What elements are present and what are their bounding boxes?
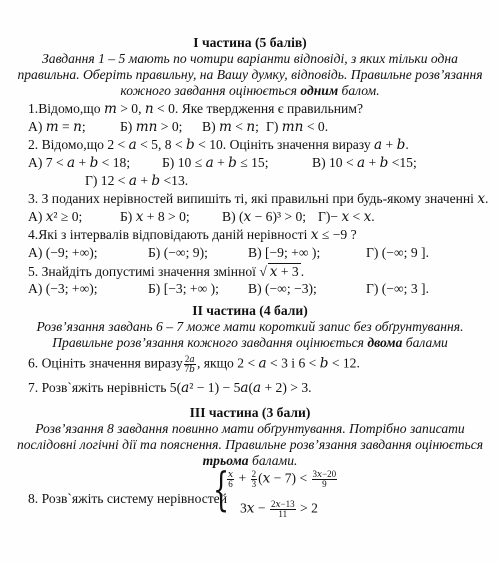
part1-instructions-line2: правильна. Оберіть правильну, на Вашу думку, відповідь. Правильне розв’язання [17,67,483,82]
q5-option-d: Г) (−∞; 3 ]. [366,281,429,296]
q4-option-b: Б) (−∞; 9); [148,245,208,260]
part2-instructions-line1: Розв’язання завдань 6 – 7 може мати короткий запис без обґрунтування. [36,319,464,334]
part1-title: I частина (5 балів) [193,35,307,50]
part2-title: II частина (4 бали) [192,303,308,318]
system-inequality-1: $\frac{\text{𝑥}}{6}$ + $\frac{2}{3}$ (𝑥 − 7) < $\frac{\text{3𝑥−20}}{9}$ [228,469,337,489]
part3-instructions-line2: послідовні логічні дії та пояснення. Правильне розв’язання завдання оцінюється [16,437,484,452]
part3-instructions-line3: трьома балами. [202,453,298,468]
question-2: 2. Відомо,що 2 < 𝑎 < 5, 8 < 𝑏 < 10. Оцініть значення виразу 𝑎 + 𝑏. [28,137,409,152]
question-4: 4.Які з інтервалів відповідають даній нерівності 𝑥 ≤ −9 ? [28,227,357,242]
part1-instructions-line1: Завдання 1 – 5 мають по чотири варіанти відповіді, з яких тільки одна [42,51,458,66]
q4-option-a: А) (−9; +∞); [28,245,98,260]
question-6: 6. Оцініть значення виразу $\frac{\text{2𝑎}}{\text{7𝑏}}$ , якщо 2 < 𝑎 < 3 і 6 < 𝑏 < 12. [28,354,360,374]
q5-option-c: В) (−∞; −3); [248,281,317,296]
q3-option-a: А) 𝑥² ≥ 0; [28,209,83,224]
q5-radicand: 𝑥 + 3 [269,264,299,279]
question-7: 7. Розв`яжіть нерівність 5(𝑎² − 1) − 5𝑎(𝑎 + 2) > 3. [28,380,312,395]
q3-option-b: Б) 𝑥 + 8 > 0; [120,209,190,224]
q1-option-c: В) 𝑚 < 𝑛; [202,119,259,134]
q3-option-c: В) (𝑥 − 6)³ > 0; [222,209,307,224]
part1-instructions-line3: кожного завдання оцінюється одним балом. [120,83,380,98]
q2-option-b: Б) 10 ≤ 𝑎 + 𝑏 ≤ 15; [162,155,269,170]
part3-instructions-line1: Розв’язання 8 завдання повинно мати обґрунтування. Потрібно записати [35,421,465,436]
question-8: 8. Розв`яжіть систему нерівностей [28,491,227,506]
q2-option-d: Г) 12 < 𝑎 + 𝑏 <13. [85,173,189,188]
q3-option-d: Г)− 𝑥 < 𝑥. [318,209,375,224]
system-brace: { [213,462,230,516]
q5-option-a: А) (−3; +∞); [28,281,98,296]
part2-instructions-line2: Правильне розв’язання кожного завдання оцінюється двома балами [52,335,448,350]
q2-option-a: А) 7 < 𝑎 + 𝑏 < 18; [28,155,131,170]
question-5: 5. Знайдіть допустимі значення змінної √ 𝑥 + 3 . [28,264,305,279]
q6-fraction: $\frac{\text{2𝑎}}{\text{7𝑏}}$ [184,354,195,374]
question-1: 1.Відомо,що 𝑚 > 0, 𝑛 < 0. Яке твердження є правильним? [28,101,363,116]
part3-title: III частина (3 бали) [189,405,311,420]
q2-option-c: В) 10 < 𝑎 + 𝑏 <15; [312,155,417,170]
q4-option-d: Г) (−∞; 9 ]. [366,245,429,260]
q1-option-d: Г) 𝑚𝑛 < 0. [266,119,329,134]
question-3: 3. З поданих нерівностей випишіть ті, які правильні при будь-якому значенні 𝑥. [28,191,489,206]
q4-option-c: В) [−9; +∞ ); [248,245,321,260]
q1-option-b: Б) 𝑚𝑛 > 0; [120,119,183,134]
q1-option-a: А) 𝑚 = 𝑛; [28,119,86,134]
q5-option-b: Б) [−3; +∞ ); [148,281,219,296]
system-inequality-2: 3𝑥 − $\frac{\text{2𝑥−13}}{11}$ > 2 [240,499,318,519]
